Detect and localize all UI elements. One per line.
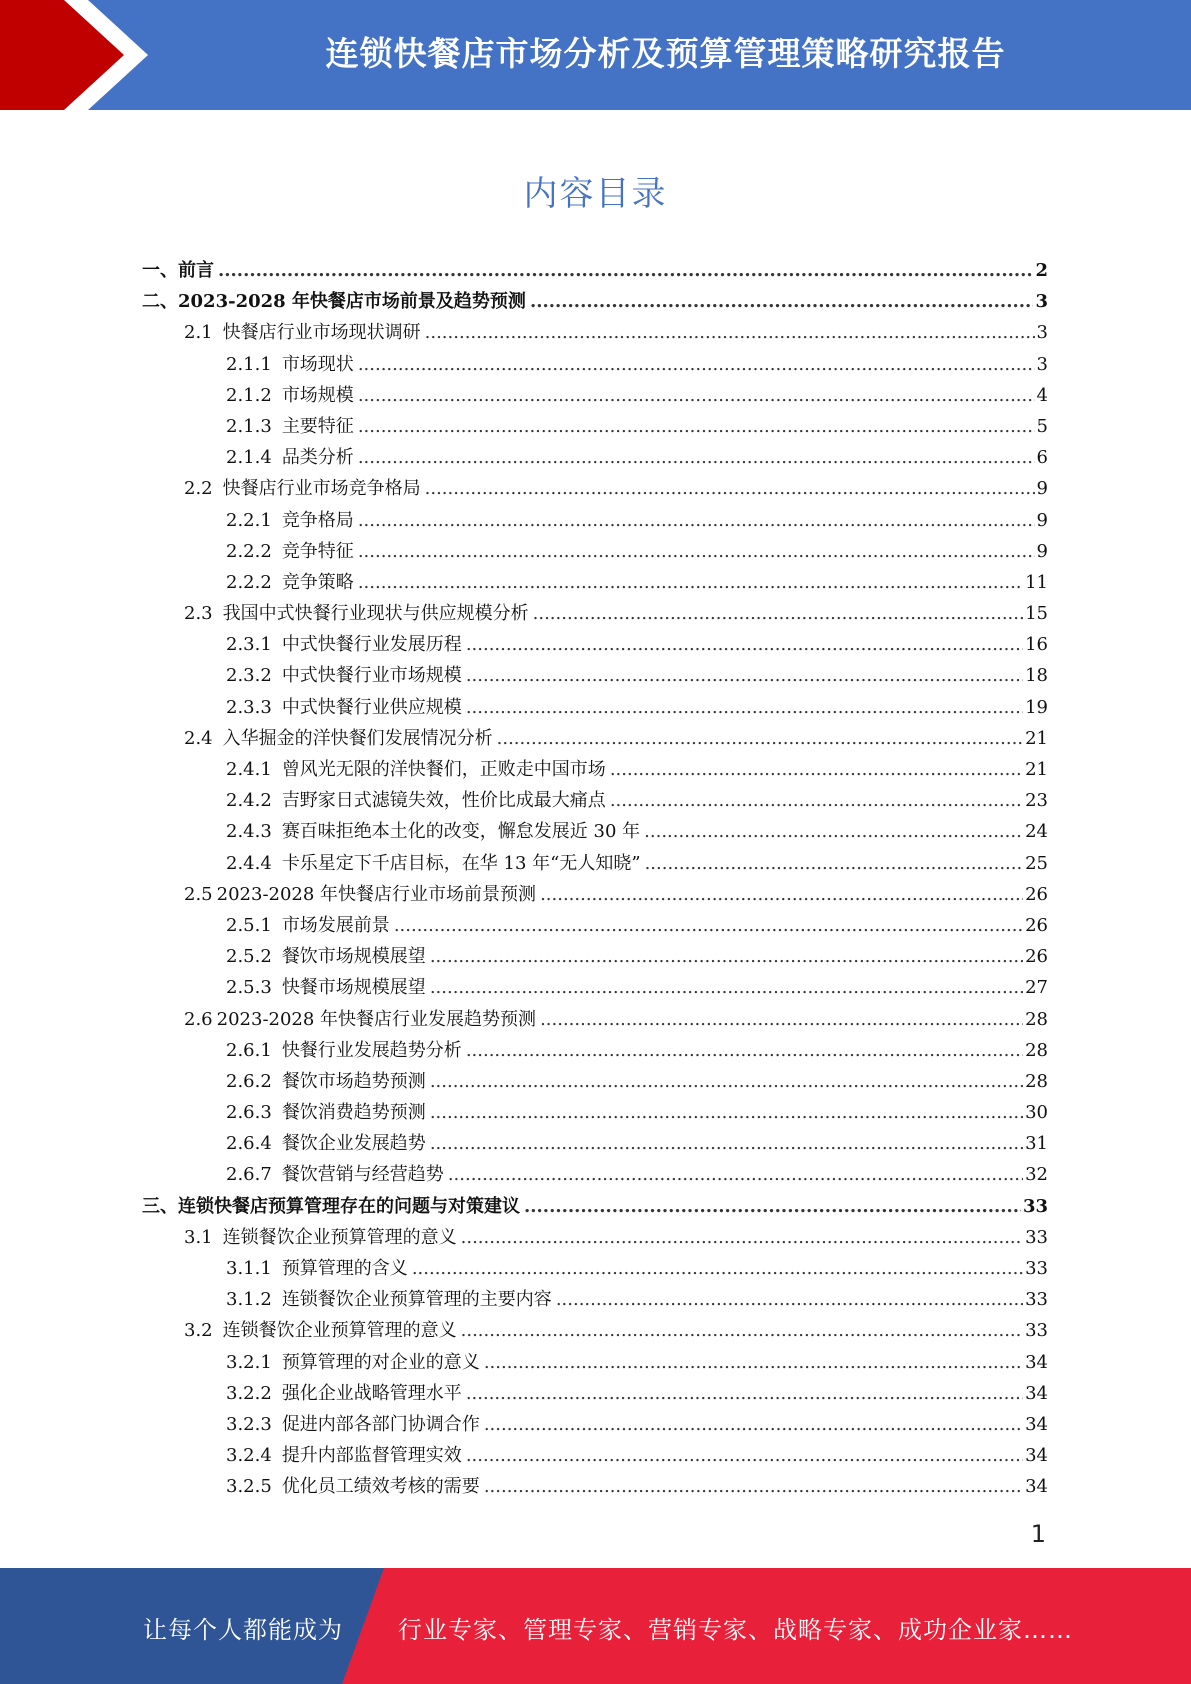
toc-dot-leader: [358, 505, 1035, 536]
toc-entry-label: 市场发展前景: [281, 914, 390, 936]
toc-entry-page: 21: [1025, 727, 1048, 749]
toc-dot-leader: [358, 380, 1035, 411]
toc-dot-leader: [466, 1440, 1023, 1471]
toc-dot-leader: [430, 1097, 1023, 1128]
toc-dot-leader: [394, 910, 1023, 941]
toc-dot-leader: [466, 1035, 1023, 1066]
toc-entry-page: 26: [1025, 946, 1048, 968]
toc-entry[interactable]: [142, 879, 1048, 910]
toc-entry-number: 3.1.1: [226, 1258, 272, 1279]
toc-entry-page: 9: [1036, 540, 1048, 562]
toc-entry[interactable]: [142, 1471, 1048, 1502]
toc-entry-number: 2.4.2: [226, 790, 272, 812]
toc-entry-page: 16: [1025, 634, 1048, 656]
toc-entry-label: 2023-2028 年快餐店市场前景及趋势预测: [178, 291, 526, 313]
toc-entry-number: 2.3.1: [226, 634, 272, 656]
toc-entry[interactable]: [142, 629, 1048, 660]
toc-entry[interactable]: [142, 1097, 1048, 1128]
toc-dot-leader: [218, 255, 1033, 286]
toc-dot-leader: [358, 349, 1035, 380]
toc-dot-leader: [466, 629, 1023, 660]
toc-entry[interactable]: [142, 1128, 1048, 1159]
toc-dot-leader: [430, 941, 1023, 972]
toc-dot-leader: [358, 536, 1035, 567]
toc-dot-leader: [466, 660, 1023, 691]
toc-dot-leader: [484, 1409, 1023, 1440]
footer-slogan-right: 行业专家、管理专家、营销专家、战略专家、成功企业家……: [398, 1616, 1073, 1644]
toc-entry-label: 快餐市场规模展望: [281, 977, 426, 999]
toc-entry-number: 2.1.3: [226, 415, 272, 437]
toc-dot-leader: [448, 1159, 1023, 1190]
toc-entry-label: 市场规模: [281, 384, 354, 406]
toc-entry-label: 竞争格局: [281, 509, 354, 531]
toc-entry[interactable]: [142, 785, 1048, 816]
toc-entry-page: 9: [1036, 509, 1048, 531]
toc-entry-number: 2.2.1: [226, 509, 272, 531]
page-number: 1: [1030, 1520, 1046, 1548]
toc-dot-leader: [524, 1191, 1021, 1222]
toc-entry-number: 3.2: [184, 1320, 213, 1342]
toc-entry-number: 3.2.5: [226, 1476, 272, 1498]
toc-entry[interactable]: [142, 754, 1048, 785]
toc-entry-label: 快餐行业发展趋势分析: [281, 1039, 462, 1061]
toc-entry[interactable]: [142, 1066, 1048, 1097]
toc-entry[interactable]: [142, 598, 1048, 629]
toc-entry-label: 入华掘金的洋快餐们发展情况分析: [222, 727, 493, 749]
toc-entry-label: 餐饮市场规模展望: [281, 946, 426, 968]
toc-entry-number: 2.2.2: [226, 540, 272, 562]
toc-entry-label: 主要特征: [281, 415, 354, 437]
toc-entry-page: 24: [1025, 821, 1048, 843]
toc-entry-page: 4: [1036, 384, 1048, 406]
toc-entry-label: 连锁餐饮企业预算管理的意义: [222, 1226, 457, 1248]
toc-entry-page: 28: [1025, 1039, 1048, 1061]
toc-dot-leader: [412, 1253, 1023, 1284]
toc-entry[interactable]: [142, 567, 1048, 598]
toc-dot-leader: [610, 785, 1023, 816]
toc-entry-label: 赛百味拒绝本土化的改变，懈怠发展近 30 年: [281, 821, 641, 843]
toc-entry-label: 曾风光无限的洋快餐们，正败走中国市场: [281, 759, 606, 780]
toc-entry-label: 前言: [178, 260, 214, 281]
toc-entry-number: 3.1.2: [226, 1289, 272, 1311]
toc-dot-leader: [430, 1066, 1023, 1097]
toc-entry-number: 三、: [142, 1195, 178, 1217]
toc-entry-number: 3.1: [184, 1226, 213, 1248]
toc-entry-page: 3: [1036, 353, 1048, 375]
toc-entry-number: 2.5: [184, 883, 213, 905]
toc-entry-label: 竞争特征: [281, 540, 354, 562]
toc-entry-page: 33: [1025, 1226, 1048, 1248]
toc-entry[interactable]: [142, 1440, 1048, 1471]
toc-entry[interactable]: [142, 505, 1048, 536]
toc-entry-page: 28: [1025, 1070, 1048, 1092]
toc-entry-number: 2.4.4: [226, 852, 272, 874]
toc-entry-label: 2023-2028 年快餐店行业发展趋势预测: [216, 1008, 537, 1030]
toc-entry-label: 连锁餐饮企业预算管理的意义: [222, 1320, 457, 1342]
toc-entry-label: 竞争策略: [281, 571, 354, 593]
table-of-contents: [142, 255, 1048, 1503]
toc-entry-number: 3.2.3: [226, 1413, 272, 1435]
toc-entry-page: 3: [1035, 291, 1048, 313]
toc-entry-label: 餐饮消费趋势预测: [281, 1102, 426, 1124]
toc-dot-leader: [425, 473, 1035, 504]
toc-entry-page: 26: [1025, 914, 1048, 936]
toc-entry[interactable]: [142, 1409, 1048, 1440]
toc-entry-page: 11: [1025, 571, 1048, 593]
toc-entry-page: 33: [1022, 1195, 1048, 1217]
toc-entry-page: 33: [1025, 1289, 1048, 1311]
toc-entry-number: 2.4.1: [226, 759, 272, 780]
toc-entry-page: 33: [1025, 1258, 1048, 1279]
toc-dot-leader: [358, 442, 1035, 473]
toc-entry[interactable]: [142, 1191, 1048, 1222]
toc-entry-number: 2.1.4: [226, 447, 272, 469]
toc-dot-leader: [530, 286, 1034, 317]
toc-entry[interactable]: [142, 1159, 1048, 1190]
toc-dot-leader: [645, 848, 1024, 879]
toc-entry-label: 中式快餐行业发展历程: [281, 634, 462, 656]
toc-entry-number: 2.5.3: [226, 977, 272, 999]
toc-dot-leader: [540, 1004, 1023, 1035]
toc-entry-page: 23: [1025, 790, 1048, 812]
toc-entry-page: 34: [1025, 1476, 1048, 1498]
toc-entry-page: 6: [1036, 447, 1048, 469]
toc-entry-page: 31: [1025, 1133, 1048, 1155]
toc-entry-label: 卡乐星定下千店目标，在华 13 年“无人知晓”: [281, 852, 641, 874]
toc-entry-label: 连锁快餐店预算管理存在的问题与对策建议: [178, 1195, 520, 1217]
toc-dot-leader: [497, 723, 1023, 754]
toc-entry-label: 我国中式快餐行业现状与供应规模分析: [222, 603, 529, 625]
toc-entry[interactable]: [142, 848, 1048, 879]
toc-dot-leader: [358, 411, 1035, 442]
toc-entry-page: 30: [1025, 1102, 1048, 1124]
toc-entry-number: 2.1.2: [226, 384, 272, 406]
toc-entry-page: 34: [1025, 1382, 1048, 1404]
toc-entry[interactable]: [142, 1347, 1048, 1378]
toc-dot-leader: [461, 1315, 1023, 1346]
toc-entry-label: 快餐店行业市场竞争格局: [222, 478, 421, 500]
footer-slogan-left: 让每个人都能成为: [143, 1616, 343, 1644]
toc-entry-page: 28: [1025, 1008, 1048, 1030]
toc-entry-label: 吉野家日式滤镜失效，性价比成最大痛点: [281, 790, 606, 812]
toc-entry-number: 2.2.2: [226, 571, 272, 593]
toc-dot-leader: [484, 1347, 1023, 1378]
toc-entry-number: 2.6.3: [226, 1102, 272, 1124]
toc-entry-label: 预算管理的含义: [281, 1258, 408, 1279]
toc-entry-label: 品类分析: [281, 447, 354, 469]
toc-entry-label: 2023-2028 年快餐店行业市场前景预测: [216, 883, 537, 905]
toc-entry-label: 连锁餐饮企业预算管理的主要内容: [281, 1289, 552, 1311]
toc-entry[interactable]: [142, 1378, 1048, 1409]
toc-entry-page: 9: [1036, 478, 1048, 500]
toc-entry[interactable]: [142, 660, 1048, 691]
toc-entry-page: 2: [1035, 260, 1048, 281]
toc-entry[interactable]: [142, 317, 1048, 348]
toc-entry[interactable]: [142, 380, 1048, 411]
toc-entry-page: 15: [1025, 603, 1048, 625]
toc-entry-number: 2.6.7: [226, 1164, 272, 1186]
toc-entry[interactable]: [142, 692, 1048, 723]
toc-entry-page: 25: [1025, 852, 1048, 874]
toc-entry-number: 2.6.2: [226, 1070, 272, 1092]
toc-entry-page: 34: [1025, 1351, 1048, 1373]
toc-entry-page: 34: [1025, 1445, 1048, 1467]
toc-dot-leader: [358, 567, 1023, 598]
toc-entry[interactable]: [142, 1035, 1048, 1066]
toc-entry-label: 促进内部各部门协调合作: [281, 1413, 480, 1435]
toc-entry-number: 2.6: [184, 1008, 213, 1030]
toc-entry-number: 2.2: [184, 478, 213, 500]
toc-dot-leader: [556, 1284, 1023, 1315]
toc-dot-leader: [430, 972, 1023, 1003]
toc-dot-leader: [466, 1378, 1023, 1409]
toc-entry-label: 中式快餐行业市场规模: [281, 665, 462, 687]
toc-entry-label: 快餐店行业市场现状调研: [222, 322, 421, 344]
toc-dot-leader: [425, 317, 1035, 348]
toc-entry[interactable]: [142, 972, 1048, 1003]
toc-entry[interactable]: [142, 411, 1048, 442]
toc-entry-label: 提升内部监督管理实效: [281, 1445, 462, 1467]
toc-entry-page: 19: [1025, 696, 1048, 718]
toc-entry-number: 一、: [142, 260, 178, 281]
toc-dot-leader: [610, 754, 1023, 785]
toc-dot-leader: [461, 1222, 1023, 1253]
toc-entry[interactable]: [142, 536, 1048, 567]
toc-entry-label: 预算管理的对企业的意义: [281, 1351, 480, 1373]
toc-entry-page: 5: [1036, 415, 1048, 437]
toc-entry[interactable]: [142, 442, 1048, 473]
toc-entry[interactable]: [142, 1004, 1048, 1035]
header-banner: [0, 0, 1191, 110]
toc-entry[interactable]: [142, 941, 1048, 972]
toc-entry[interactable]: [142, 255, 1048, 286]
toc-entry[interactable]: [142, 349, 1048, 380]
toc-entry-label: 优化员工绩效考核的需要: [281, 1476, 480, 1498]
toc-entry-number: 2.6.1: [226, 1039, 272, 1061]
red-chevron-decoration: [0, 0, 160, 110]
toc-entry[interactable]: [142, 1222, 1048, 1253]
toc-entry-label: 市场现状: [281, 353, 354, 375]
toc-entry-page: 26: [1025, 883, 1048, 905]
toc-entry[interactable]: [142, 723, 1048, 754]
toc-dot-leader: [644, 816, 1023, 847]
toc-entry-label: 餐饮企业发展趋势: [281, 1133, 426, 1155]
toc-entry[interactable]: [142, 286, 1048, 317]
toc-entry-number: 2.4: [184, 727, 213, 749]
toc-entry-label: 餐饮营销与经营趋势: [281, 1164, 444, 1186]
report-title: 连锁快餐店市场分析及预算管理策略研究报告: [325, 34, 1006, 73]
footer-banner: [0, 1568, 1191, 1684]
toc-entry[interactable]: [142, 816, 1048, 847]
toc-entry-number: 3.2.2: [226, 1382, 272, 1404]
toc-dot-leader: [533, 598, 1023, 629]
toc-entry[interactable]: [142, 1315, 1048, 1346]
toc-entry-number: 2.1.1: [226, 353, 272, 375]
toc-entry[interactable]: [142, 910, 1048, 941]
toc-entry[interactable]: [142, 1253, 1048, 1284]
toc-entry-number: 2.3.2: [226, 665, 272, 687]
toc-entry-number: 二、: [142, 291, 178, 313]
toc-dot-leader: [430, 1128, 1023, 1159]
toc-entry-page: 18: [1025, 665, 1048, 687]
toc-entry-number: 3.2.1: [226, 1351, 272, 1373]
toc-dot-leader: [466, 692, 1023, 723]
toc-entry-page: 33: [1025, 1320, 1048, 1342]
toc-entry-label: 中式快餐行业供应规模: [281, 696, 462, 718]
toc-entry[interactable]: [142, 473, 1048, 504]
toc-entry-page: 34: [1025, 1413, 1048, 1435]
toc-entry-number: 2.4.3: [226, 821, 272, 843]
toc-entry-page: 32: [1025, 1164, 1048, 1186]
toc-entry[interactable]: [142, 1284, 1048, 1315]
toc-entry-number: 2.3.3: [226, 696, 272, 718]
toc-entry-number: 2.5.2: [226, 946, 272, 968]
toc-heading: 内容目录: [523, 174, 668, 214]
toc-dot-leader: [540, 879, 1023, 910]
toc-entry-page: 21: [1025, 759, 1048, 780]
toc-entry-number: 2.6.4: [226, 1133, 272, 1155]
toc-entry-label: 强化企业战略管理水平: [281, 1382, 462, 1404]
toc-entry-label: 餐饮市场趋势预测: [281, 1070, 426, 1092]
toc-entry-page: 27: [1025, 977, 1048, 999]
toc-entry-number: 2.5.1: [226, 914, 272, 936]
toc-entry-number: 2.3: [184, 603, 213, 625]
toc-entry-number: 2.1: [184, 322, 213, 344]
toc-dot-leader: [484, 1471, 1023, 1502]
toc-entry-page: 3: [1036, 322, 1048, 344]
toc-entry-number: 3.2.4: [226, 1445, 272, 1467]
